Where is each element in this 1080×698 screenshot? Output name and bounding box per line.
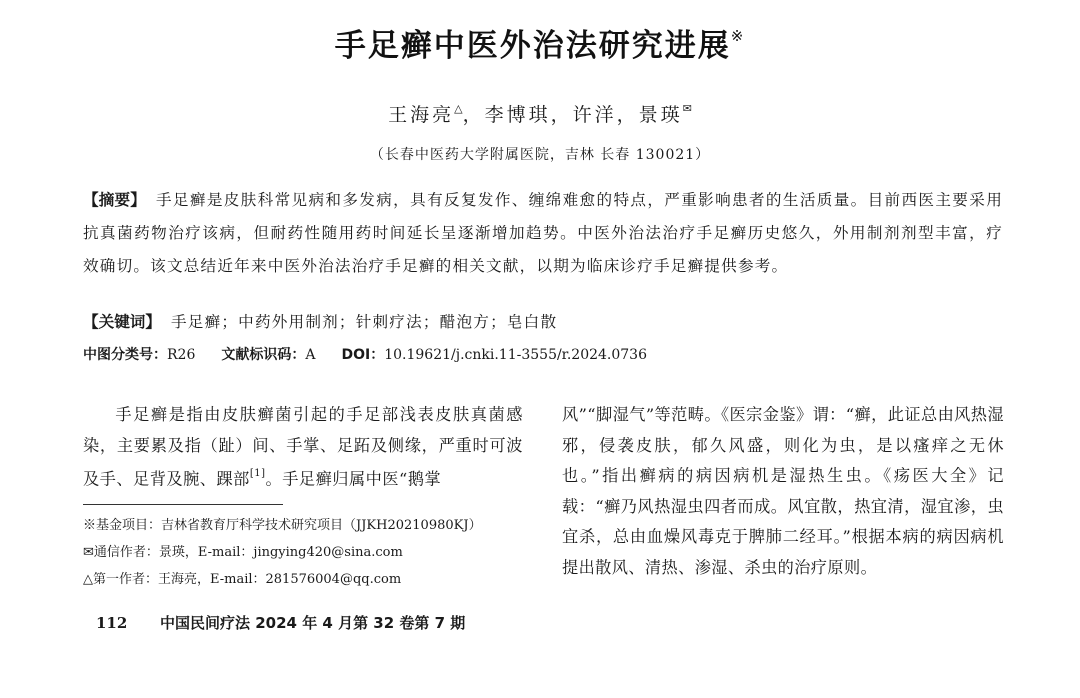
first-author: 王海亮 bbox=[388, 104, 455, 126]
body-left-text: 手足癣是指由皮肤癣菌引起的手足部浅表皮肤真菌感染，主要累及指（趾）间、手掌、足跖及侧缘，严重时可波及手、足背及腕、踝部 bbox=[83, 405, 523, 489]
abstract-label: 【摘要】 bbox=[83, 191, 146, 209]
fund-mark: ※ bbox=[730, 26, 746, 45]
body-right-column bbox=[562, 400, 1004, 583]
keywords-label: 【关键词】 bbox=[83, 313, 161, 331]
footnotes bbox=[83, 512, 523, 593]
body-paragraph-continued: 风”“脚湿气”等范畴。《医宗金鉴》谓：“癣，此证总由风热湿邪，侵袭皮肤，郁久风盛，则化为虫，是以瘙痒之无休也。”指出癣病的病因病机是湿热生虫。《疡医大全》记载：“癣乃风热湿虫四者而成。风宜散，热宜清，湿宜渗，虫宜杀，总由血燥风毒克于脾肺二经耳。”根据本病的病因病机提出散风、清热、渗湿、杀虫的治疗原则。 bbox=[562, 405, 1004, 577]
page-footer bbox=[96, 612, 796, 633]
clc-value: R26 bbox=[167, 347, 196, 363]
affiliation: （长春中医药大学附属医院，吉林 长春 130021） bbox=[369, 147, 711, 163]
footnote-fund: ※基金项目：吉林省教育厅科学技术研究项目（JJKH20210980KJ） bbox=[83, 518, 482, 533]
footnote-corresponding-author: ✉通信作者：景瑛，E-mail：jingying420@sina.com bbox=[83, 545, 403, 560]
keywords bbox=[83, 310, 1003, 332]
keywords-text: 手足癣；中药外用制剂；针刺疗法；醋泡方；皂白散 bbox=[170, 313, 558, 331]
reference-link[interactable]: [1] bbox=[249, 468, 266, 479]
doi-value: 10.19621/j.cnki.11-3555/r.2024.0736 bbox=[384, 347, 647, 363]
footnote-divider bbox=[83, 504, 283, 505]
corresponding-mark-icon: ✉ bbox=[682, 101, 692, 115]
author-line bbox=[0, 100, 1080, 127]
article-title-text: 手足癣中医外治法研究进展 bbox=[334, 28, 731, 64]
first-author-mark: △ bbox=[454, 101, 463, 115]
journal-info: 中国民间疗法 2024 年 4 月第 32 卷第 7 期 bbox=[160, 614, 466, 632]
page-number: 112 bbox=[96, 614, 128, 632]
clc-label: 中图分类号： bbox=[83, 347, 167, 363]
classification-line bbox=[83, 344, 1003, 364]
footnote-first-author: △第一作者：王海亮，E-mail：281576004@qq.com bbox=[83, 572, 402, 587]
article-title bbox=[0, 20, 1080, 65]
body-left-column bbox=[83, 400, 523, 495]
doc-code-label: 文献标识码： bbox=[221, 347, 306, 363]
abstract bbox=[83, 184, 1003, 283]
doi-label: DOI： bbox=[341, 347, 385, 363]
body-left-text-after: 。手足癣归属中医“鹅掌 bbox=[265, 469, 442, 489]
doc-code-value: A bbox=[305, 347, 316, 363]
abstract-text: 手足癣是皮肤科常见病和多发病，具有反复发作、缠绵难愈的特点，严重影响患者的生活质量。目前西医主要采用抗真菌药物治疗该病，但耐药性随用药时间延长呈逐渐增加趋势。中医外治法治疗手足癣历史悠久，外用制剂剂型丰富，疗效确切。该文总结近年来中医外治法治疗手足癣的相关文献，以期为临床诊疗手足癣提供参考。 bbox=[83, 191, 1003, 275]
body-paragraph bbox=[83, 400, 523, 495]
other-authors: ，李博琪，许洋，景瑛 bbox=[462, 104, 683, 126]
